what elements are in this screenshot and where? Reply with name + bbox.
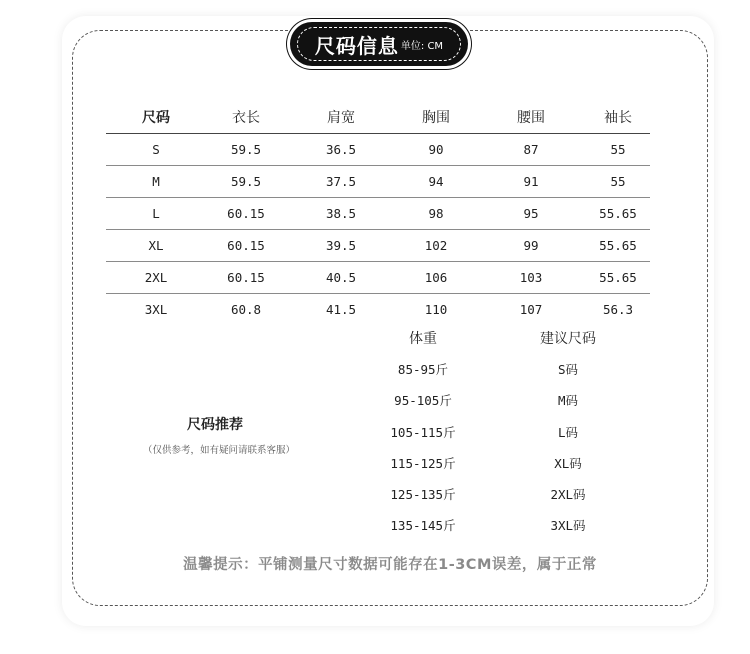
column-header-shoulder: 肩宽 bbox=[286, 101, 396, 134]
title-badge bbox=[290, 22, 468, 66]
table-cell: 91 bbox=[476, 166, 586, 198]
measurement-tip: 温馨提示：平铺测量尺寸数据可能存在1-3CM误差，属于正常 bbox=[183, 557, 597, 573]
table-row bbox=[106, 294, 650, 326]
table-row bbox=[365, 353, 655, 384]
table-row bbox=[106, 262, 650, 294]
table-cell: XL码 bbox=[554, 455, 582, 471]
table-cell: 37.5 bbox=[286, 166, 396, 198]
table-cell: 55.65 bbox=[586, 262, 650, 294]
column-header-weight: 体重 bbox=[409, 330, 437, 347]
table-row bbox=[106, 166, 650, 198]
table-row bbox=[365, 510, 655, 541]
recommendation-header-row bbox=[365, 322, 655, 353]
table-cell: XL bbox=[106, 230, 206, 262]
table-cell: 56.3 bbox=[602, 302, 634, 317]
table-cell: 39.5 bbox=[286, 230, 396, 262]
unit-label: 单位: CM bbox=[400, 40, 444, 52]
table-cell: 55 bbox=[586, 166, 650, 198]
table-cell: 60.8 bbox=[230, 302, 262, 317]
table-cell: 95-105斤 bbox=[394, 393, 452, 409]
table-cell: 55.65 bbox=[586, 230, 650, 262]
table-row bbox=[106, 198, 650, 230]
table-cell: 135-145斤 bbox=[390, 518, 456, 534]
table-cell: 107 bbox=[519, 302, 543, 317]
table-cell: 85-95斤 bbox=[397, 361, 449, 377]
column-header-chest: 胸围 bbox=[396, 101, 476, 134]
table-cell: M码 bbox=[557, 393, 579, 409]
table-cell: 41.5 bbox=[325, 302, 357, 317]
table-cell: 90 bbox=[396, 134, 476, 166]
table-cell: 110 bbox=[424, 302, 448, 317]
table-cell: 115-125斤 bbox=[390, 455, 456, 471]
table-cell: 60.15 bbox=[206, 262, 286, 294]
table-cell: 94 bbox=[396, 166, 476, 198]
table-cell: 3XL bbox=[144, 302, 168, 317]
table-cell: 98 bbox=[396, 198, 476, 230]
recommendation-title: 尺码推荐 bbox=[187, 417, 243, 433]
table-cell: 55 bbox=[586, 134, 650, 166]
table-cell: 2XL bbox=[106, 262, 206, 294]
table-row bbox=[365, 385, 655, 416]
table-cell: 2XL码 bbox=[550, 487, 586, 503]
column-header-size: 尺码 bbox=[106, 101, 206, 134]
table-cell: 40.5 bbox=[286, 262, 396, 294]
table-row bbox=[106, 230, 650, 262]
table-cell: 60.15 bbox=[206, 198, 286, 230]
column-header-sleeve: 袖长 bbox=[586, 101, 650, 134]
table-cell: 55.65 bbox=[586, 198, 650, 230]
table-row bbox=[106, 134, 650, 166]
table-cell: S码 bbox=[557, 361, 579, 377]
table-cell: 87 bbox=[476, 134, 586, 166]
table-cell: 3XL码 bbox=[550, 518, 586, 534]
table-cell: 102 bbox=[396, 230, 476, 262]
table-row bbox=[365, 447, 655, 478]
table-cell: 60.15 bbox=[206, 230, 286, 262]
recommendation-note: （仅供参考，如有疑问请联系客服） bbox=[142, 445, 295, 456]
recommendation-table bbox=[365, 322, 655, 541]
table-cell: L bbox=[106, 198, 206, 230]
table-cell: M bbox=[106, 166, 206, 198]
table-cell: 105-115斤 bbox=[390, 424, 456, 440]
table-cell: 125-135斤 bbox=[390, 487, 456, 503]
table-cell: 95 bbox=[476, 198, 586, 230]
column-header-suggested-size: 建议尺码 bbox=[540, 330, 596, 347]
table-cell: L码 bbox=[557, 424, 579, 440]
table-cell: 99 bbox=[476, 230, 586, 262]
column-header-length: 衣长 bbox=[206, 101, 286, 134]
table-cell: 59.5 bbox=[206, 166, 286, 198]
size-table bbox=[106, 101, 650, 325]
size-table-header-row bbox=[106, 101, 650, 134]
table-row bbox=[365, 478, 655, 509]
table-cell: 38.5 bbox=[286, 198, 396, 230]
table-cell: 106 bbox=[396, 262, 476, 294]
table-cell: S bbox=[106, 134, 206, 166]
column-header-waist: 腰围 bbox=[476, 101, 586, 134]
table-cell: 59.5 bbox=[206, 134, 286, 166]
table-row bbox=[365, 416, 655, 447]
page-title: 尺码信息 bbox=[314, 33, 399, 58]
table-cell: 103 bbox=[476, 262, 586, 294]
table-cell: 36.5 bbox=[286, 134, 396, 166]
